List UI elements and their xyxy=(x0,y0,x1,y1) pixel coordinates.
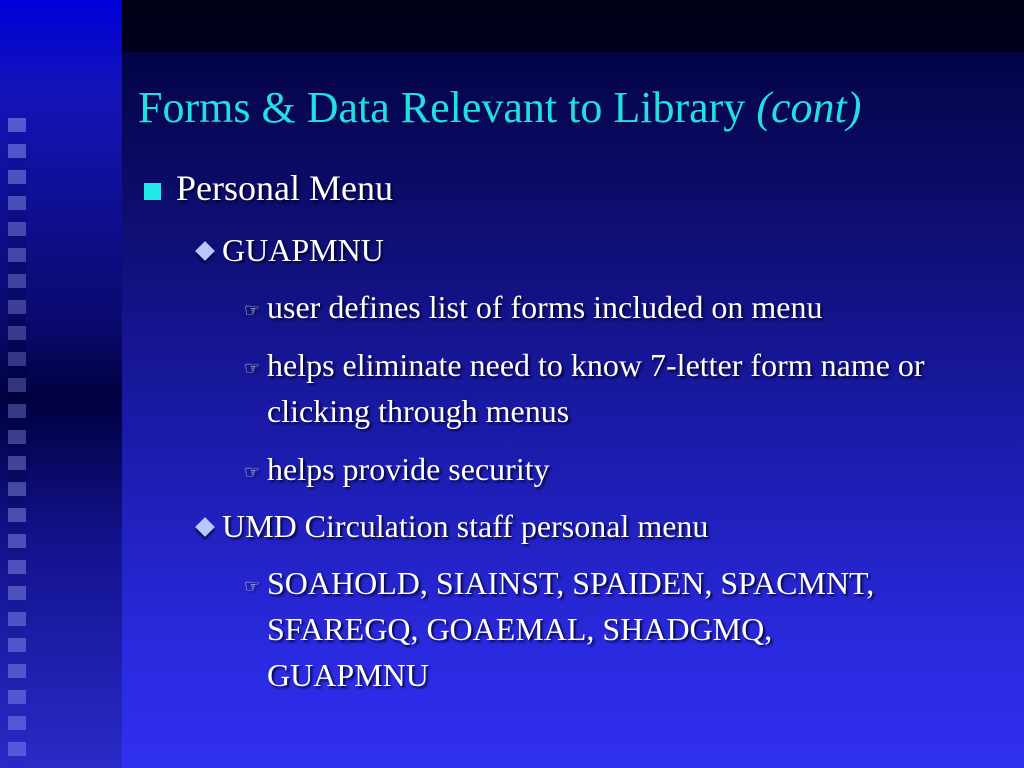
pointing-hand-icon: ☞ xyxy=(244,300,261,321)
diamond-bullet-icon xyxy=(195,241,215,261)
sub-bullet-form-list: SOAHOLD, SIAINST, SPAIDEN, SPACMNT, SFAREGQ, GOAEMAL, SHADGMQ, GUAPMNU xyxy=(267,565,875,693)
decorative-left-strip xyxy=(0,0,122,768)
sub-bullet-helps-eliminate: helps eliminate need to know 7-letter form name or clicking through menus xyxy=(267,347,925,429)
decorative-top-band xyxy=(122,0,1024,52)
bullet-umd-circulation: UMD Circulation staff personal menu xyxy=(222,508,709,544)
bullet-personal-menu: Personal Menu xyxy=(176,168,393,208)
decorative-square-fade xyxy=(8,118,26,768)
bullet-guapmnu: GUAPMNU xyxy=(222,232,384,268)
slide-title-main: Forms & Data Relevant to Library xyxy=(138,83,757,132)
slide-title xyxy=(138,80,861,136)
sub-bullet-user-defines: user defines list of forms included on menu xyxy=(267,289,823,325)
pointing-hand-icon: ☞ xyxy=(244,576,261,597)
slide-title-italic: (cont) xyxy=(756,83,862,132)
sub-bullet-helps-security: helps provide security xyxy=(267,451,550,487)
pointing-hand-icon: ☞ xyxy=(244,462,261,483)
pointing-hand-icon: ☞ xyxy=(244,358,261,379)
diamond-bullet-icon xyxy=(195,517,215,537)
square-bullet-icon xyxy=(144,183,161,200)
